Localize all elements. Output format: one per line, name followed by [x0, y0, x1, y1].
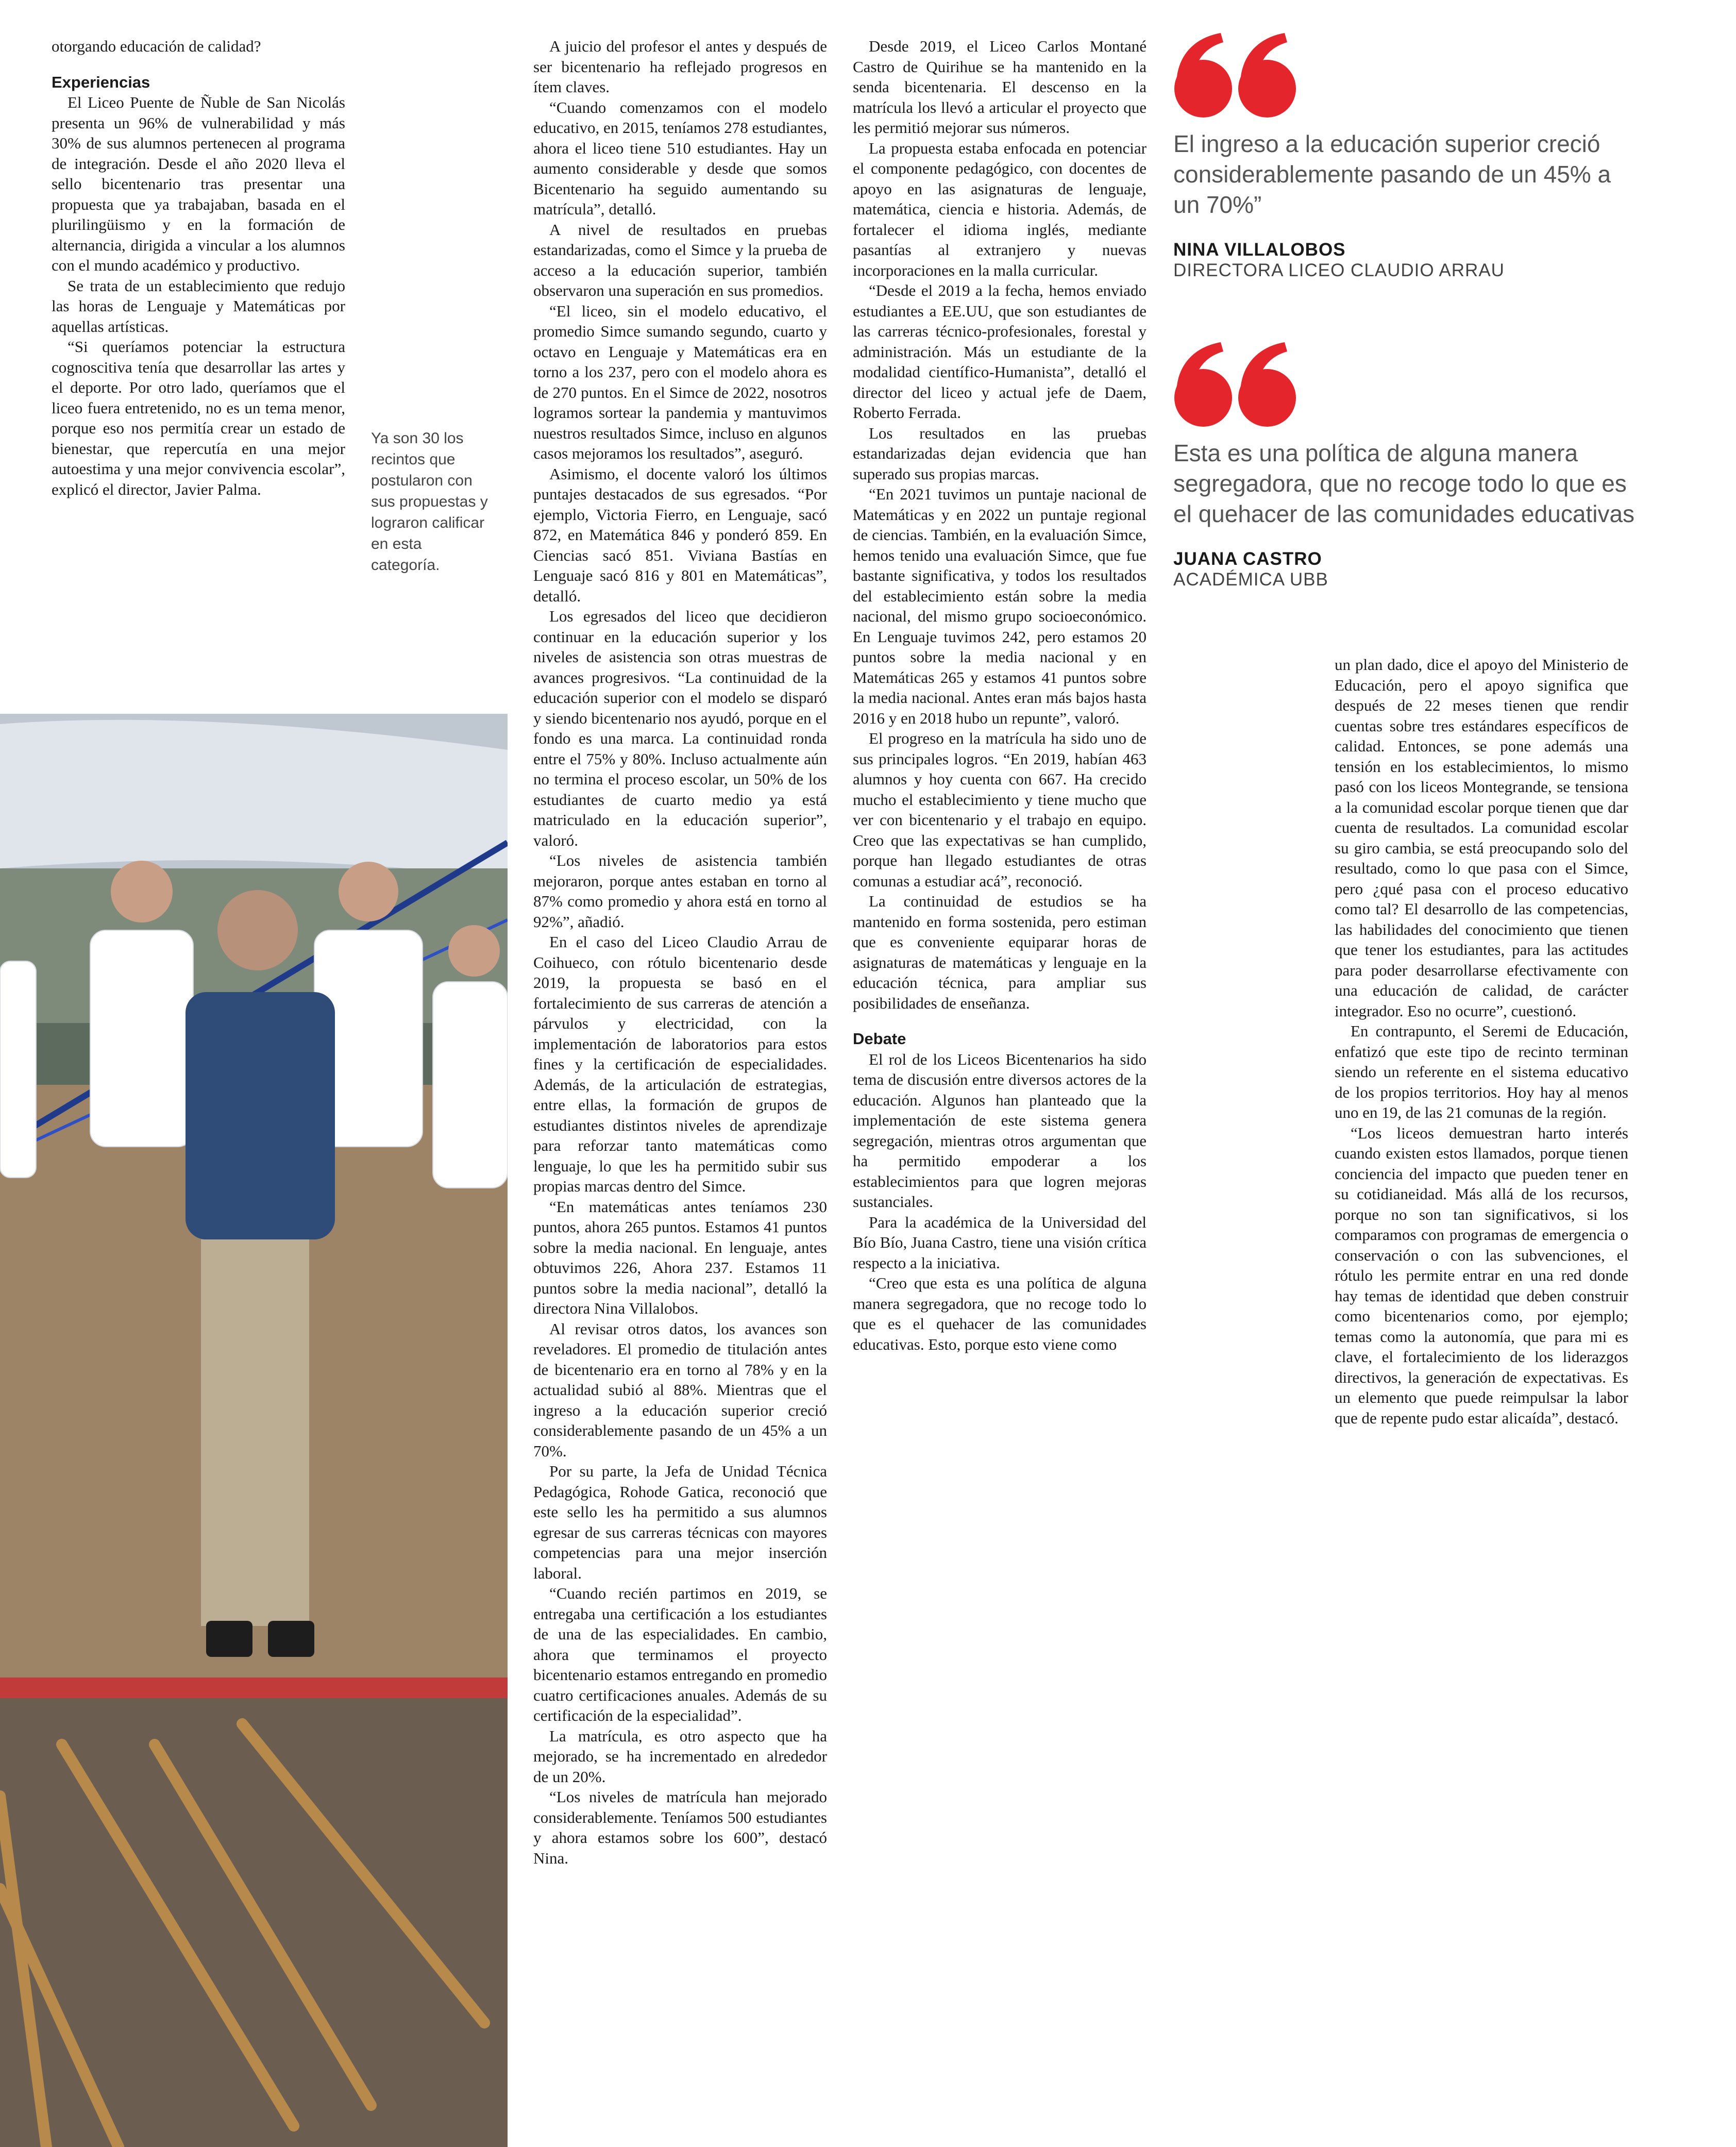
paragraph: “El liceo, sin el modelo educativo, el promedio Simce sumando segundo, cuarto y octavo en Lenguaje y Matemáticas era en torno a los 237, pero con el modelo ahora es de 270 puntos. En el Simce de 2022, nosotros logramos sortear la pandemia y mantuvimos nuestros resultados Simce, incluso en algunos casos mejoramos los resultados”, aseguró. — [533, 301, 827, 462]
paragraph: “Si queríamos potenciar la estructura cognoscitiva tenía que desarrollar las artes y el deporte. Por otro lado, queríamos que el liceo fuera entretenido, no es un tema menor, porque eso nos permitía crear un estado de bienestar, que repercutía en una mejor autoestima y una mejor convivencia escolar”, explicó el director, Javier Palma. — [52, 338, 345, 498]
paragraph: Los resultados en las pruebas estandarizadas dejan evidencia que han superado sus propias marcas. — [853, 424, 1147, 483]
paragraph: “Desde el 2019 a la fecha, hemos enviado estudiantes a EE.UU, que son estudiantes de las carreras técnico-profesionales, forestal y administración. Más un estudiante de la modalidad científico-Humanista”, detalló el director del liceo y actual jefe de Daem, Roberto Ferrada. — [853, 281, 1147, 422]
paragraph: Por su parte, la Jefa de Unidad Técnica Pedagógica, Rohode Gatica, reconoció que este sello les ha permitido a sus alumnos egresar de sus carreras técnicas con mayores competencias para una mejor inserción laboral. — [533, 1462, 827, 1582]
quote-text: El ingreso a la educación superior creció considerablemente pasando de un 45% a un 70%” — [1173, 130, 1611, 218]
paragraph: “En 2021 tuvimos un puntaje nacional de Matemáticas y en 2022 un puntaje regional de ciencias. También, en la evaluación Simce, hemos tenido una evaluación Simce, que fue bastante significativa, y todos los resultados del establecimiento están sobre la media nacional, del mismo grupo socioeconómico. En Lenguaje tuvimos 242, pero estamos 20 puntos sobre la media nacional y en Matemáticas 265 y estamos 41 puntos sobre la media nacional. Antes eran más bajos hasta 2016 y en 2018 hubo un repunte”, valoró. — [853, 485, 1147, 727]
paragraph: El Liceo Puente de Ñuble de San Nicolás presenta un 96% de vulnerabilidad y más 30% de sus alumnos pertenecen al programa de integración. Desde el año 2020 lleva el sello bicentenario tras presentar una propuesta que ya trabajaban, basada en el plurilingüismo y en la formación de alternancia, dirigida a vincular a los alumnos con el mundo académico y productivo. — [52, 93, 345, 274]
paragraph: “Los niveles de matrícula han mejorado considerablemente. Teníamos 500 estudiantes y ahora estamos sobre los 600”, destacó Nina. — [533, 1788, 827, 1867]
paragraph: “Cuando comenzamos con el modelo educativo, en 2015, teníamos 278 estudiantes, ahora el liceo tiene 510 estudiantes. Hay un aumento considerable y desde que somos Bicentenario ha seguido aumentando su matrícula”, detalló. — [533, 98, 827, 218]
paragraph: La matrícula, es otro aspecto que ha mejorado, se ha incrementado en alrededor de un 20%. — [533, 1726, 827, 1786]
pull-quote-2 — [1173, 340, 1637, 590]
photo-caption: Ya son 30 los recintos que postularon con sus propuestas y lograron calificar en esta categoría. — [371, 430, 488, 574]
quote-text: Esta es una política de alguna manera segregadora, que no recoge todo lo que es el quehacer de las comunidades educativas — [1173, 440, 1635, 527]
article-column-1 — [52, 36, 345, 499]
paragraph: Al revisar otros datos, los avances son reveladores. El promedio de titulación antes de bicentenario era en torno al 78% y en la actualidad subió al 88%. Mientras que el ingreso a la educación superior creció considerablemente pasando de un 45% a un 70%. — [533, 1319, 827, 1460]
quote-author-name: NINA VILLALOBOS — [1173, 240, 1346, 260]
paragraph: Desde 2019, el Liceo Carlos Montané Castro de Quirihue se ha mantenido en la senda bicentenaria. El descenso en la matrícula los llevó a articular el proyecto que les permitió mejorar sus números. — [853, 37, 1147, 137]
paragraph: Para la académica de la Universidad del Bío Bío, Juana Castro, tiene una visión crítica respecto a la iniciativa. — [853, 1213, 1147, 1272]
paragraph: Los egresados del liceo que decidieron continuar en la educación superior y los niveles de asistencia son otras muestras de avances progresivos. “La continuidad de la educación superior con el modelo se disparó y siendo bicentenario nos ayudó, porque en el fondo es una marca. La continuidad ronda entre el 75% y 80%. Incluso actualmente aún no termina el proceso escolar, un 50% de los estudiantes de cuarto medio ya está matriculado en la educación superior”, valoró. — [533, 607, 827, 849]
section-heading-debate: Debate — [853, 1030, 906, 1048]
paragraph: un plan dado, dice el apoyo del Ministerio de Educación, pero el apoyo significa que después de 22 meses tienen que rendir cuentas sobre tres estándares específicos de calidad. Entonces, se pone además una tensión en los establecimientos, lo mismo pasó con los liceos Montegrande, se tensiona a la comunidad escolar porque tienen que dar cuenta de resultados. La comunidad escolar su giro cambia, se está preocupando solo del resultado, como lo que pasa con el Simce, pero ¿qué pasa con el proceso educativo como tal? El desarrollo de las competencias, las habilidades del conocimiento que tienen que tener los estudiantes, para las actitudes para poder desarrollarse efectivamente con una educación de calidad, de carácter integrador. Eso no ocurre”, cuestionó. — [1335, 656, 1628, 1020]
quote-author-role: DIRECTORA LICEO CLAUDIO ARRAU — [1173, 260, 1505, 280]
paragraph: A juicio del profesor el antes y después de ser bicentenario ha reflejado progresos en ítem claves. — [533, 37, 827, 96]
photo-illustration — [0, 714, 508, 2147]
paragraph: “Los liceos demuestran harto interés cuando existen estos llamados, porque tienen conciencia del impacto que pueden tener en su cotidianeidad. Más allá de los recursos, porque no son tan significativos, si los comparamos con programas de emergencia o conservación o con las subvenciones, el rótulo les permite entrar en una red donde hay temas de identidad que deben construir como bicentenarios como, por ejemplo; temas como la autonomía, que para mi es clave, el fortalecimiento de los liderazgos directivos, la generación de expectativas. Es un elemento que puede reimpulsar la labor que de repente pudo estar alicaída”, destacó. — [1335, 1123, 1628, 1427]
pull-quote-1 — [1173, 31, 1637, 281]
paragraph: Se trata de un establecimiento que redujo las horas de Lenguaje y Matemáticas por aquellas artísticas. — [52, 276, 345, 336]
paragraph: otorgando educación de calidad? — [52, 37, 261, 55]
paragraph: Asimismo, el docente valoró los últimos puntajes destacados de sus egresados. “Por ejemplo, Victoria Fierro, en Lenguaje, sacó 872, en Matemática 846 y ponderó 859. En Ciencias sacó 851. Viviana Bastías en Lenguaje sacó 816 y 801 en Matemáticas”, detalló. — [533, 464, 827, 605]
quote-mark-icon — [1173, 31, 1302, 119]
paragraph: La continuidad de estudios se ha mantenido en forma sostenida, pero estiman que es conveniente equiparar horas de asignaturas de matemáticas y lenguaje en la educación técnica, para ampliar sus posibilidades de enseñanza. — [853, 892, 1147, 1012]
paragraph: La propuesta estaba enfocada en potenciar el componente pedagógico, con docentes de apoyo en las asignaturas de lenguaje, matemática, ciencia e historia. Además, de fortalecer el idioma inglés, mediante pasantías al extranjero y nuevas incorporaciones en la malla curricular. — [853, 139, 1147, 279]
article-column-3 — [853, 36, 1147, 1354]
paragraph: El progreso en la matrícula ha sido uno de sus principales logros. “En 2019, habían 463 alumnos y hoy cuenta con 667. Ha crecido mucho el establecimiento y tiene mucho que ver con bicentenario y el trabajo en equipo. Creo que las expectativas se han cumplido, porque han llegado estudiantes de otras comunas a estudiar acá”, reconoció. — [853, 729, 1147, 890]
quote-mark-icon — [1173, 340, 1302, 428]
paragraph: “Cuando recién partimos en 2019, se entregaba una certificación a los estudiantes de una de las especialidades. En cambio, ahora que terminamos el proyecto bicentenario estamos entregando en promedio cuatro certificaciones anuales. Además de su certificación de la especialidad”. — [533, 1584, 827, 1724]
section-heading-experiencias: Experiencias — [52, 73, 150, 91]
article-column-4 — [1335, 655, 1628, 1428]
article-column-2 — [533, 36, 827, 1868]
paragraph: “Los niveles de asistencia también mejoraron, porque antes estaban en torno al 87% como promedio y ahora está en torno al 92%”, añadió. — [533, 851, 827, 931]
paragraph: En contrapunto, el Seremi de Educación, enfatizó que este tipo de recinto terminan siendo un referente en el sistema educativo de los propios territorios. Hoy hay al menos uno en 19, de las 21 comunas de la región. — [1335, 1022, 1628, 1121]
paragraph: En el caso del Liceo Claudio Arrau de Coihueco, con rótulo bicentenario desde 2019, la propuesta se basó en el fortalecimiento de sus carreras de atención a párvulos y electricidad, con la implementación de laboratorios para estos fines y la certificación de especialidades. Además, de la articulación de estrategias, entre ellas, la formación de grupos de estudiantes distintos niveles de aprendizaje para reforzar tanto matemáticas como lenguaje, lo que les ha permitido subir sus propias marcas dentro del Simce. — [533, 933, 827, 1195]
paragraph: El rol de los Liceos Bicentenarios ha sido tema de discusión entre diversos actores de la educación. Algunos han planteado que la implementación de este sistema genera segregación, mientras otros argumentan que ha permitido empoderar a los establecimientos para que logren mejoras sustanciales. — [853, 1050, 1147, 1211]
paragraph: “Creo que esta es una política de alguna manera segregadora, que no recoge todo lo que es el quehacer de las comunidades educativas. Esto, porque esto viene como — [853, 1274, 1147, 1353]
paragraph: A nivel de resultados en pruebas estandarizadas, como el Simce y la prueba de acceso a la educación superior, también observaron una superación en sus promedios. — [533, 220, 827, 299]
article-photo — [0, 714, 508, 2147]
paragraph: “En matemáticas antes teníamos 230 puntos, ahora 265 puntos. Estamos 41 puntos sobre la media nacional. En lenguaje, antes obtuvimos 226, Ahora 237. Estamos 11 puntos sobre la media nacional”, detalló la directora Nina Villalobos. — [533, 1197, 827, 1317]
quote-author-name: JUANA CASTRO — [1173, 549, 1322, 569]
quote-author-role: ACADÉMICA UBB — [1173, 569, 1328, 590]
